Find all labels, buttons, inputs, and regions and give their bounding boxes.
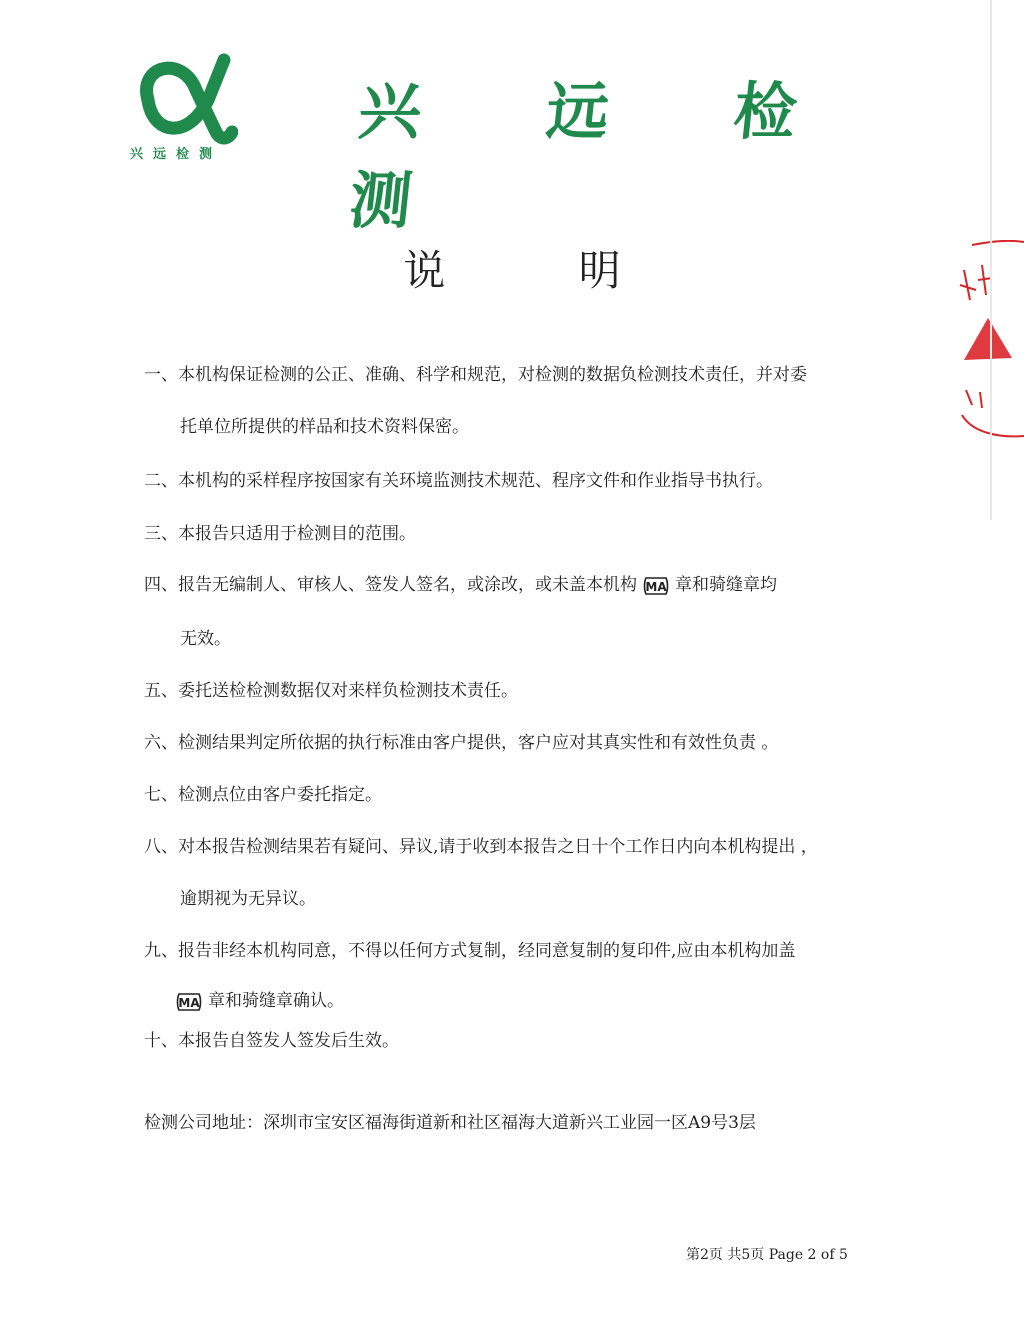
brand-name: 兴 远 检 测 — [345, 75, 853, 237]
item-4-line-2: 无效。 — [180, 629, 231, 649]
item-4-line-1 — [144, 570, 777, 596]
logo-caption: 兴远检测 — [130, 147, 223, 162]
item-9-line-1: 九、报告非经本机构同意，不得以任何方式复制，经同意复制的复印件,应由本机构加盖 — [144, 941, 796, 961]
company-address: 检测公司地址：深圳市宝安区福海街道新和社区福海大道新兴工业园一区A9号3层 — [144, 1113, 756, 1133]
seam-stamp-icon — [952, 240, 1024, 440]
item-7: 七、检测点位由客户委托指定。 — [144, 785, 382, 805]
item-4-text-b: 章和骑缝章均 — [675, 575, 777, 595]
ma-mark-text: MA — [645, 579, 667, 594]
item-8-line-1: 八、对本报告检测结果若有疑问、异议,请于收到本报告之日十个工作日内向本机构提出 ， — [144, 837, 818, 857]
item-2: 二、本机构的采样程序按国家有关环境监测技术规范、程序文件和作业指导书执行。 — [144, 471, 773, 491]
item-8-line-2: 逾期视为无异议。 — [180, 889, 316, 909]
item-9-line-2 — [180, 986, 344, 1012]
page-number: 第2页 共5页 Page 2 of 5 — [686, 1247, 848, 1263]
item-9-text: 章和骑缝章确认。 — [208, 991, 344, 1011]
item-1-line-2: 托单位所提供的样品和技术资料保密。 — [180, 417, 469, 437]
item-5: 五、委托送检检测数据仅对来样负检测技术责任。 — [144, 681, 518, 701]
item-6: 六、检测结果判定所依据的执行标准由客户提供，客户应对其真实性和有效性负责 。 — [144, 733, 779, 753]
ma-mark-icon — [643, 576, 669, 596]
item-3: 三、本报告只适用于检测目的范围。 — [144, 524, 416, 544]
item-10: 十、本报告自签发人签发后生效。 — [144, 1031, 399, 1051]
ma-mark-icon-2 — [176, 992, 202, 1012]
page-title: 说 明 — [403, 246, 681, 295]
ma-mark-text-2: MA — [178, 995, 200, 1010]
item-4-text-a: 四、报告无编制人、审核人、签发人签名，或涂改，或未盖本机构 — [144, 575, 637, 595]
item-1-line-1: 一、本机构保证检测的公正、准确、科学和规范，对检测的数据负检测技术责任，并对委 — [144, 365, 807, 385]
scan-edge-divider — [990, 0, 992, 520]
